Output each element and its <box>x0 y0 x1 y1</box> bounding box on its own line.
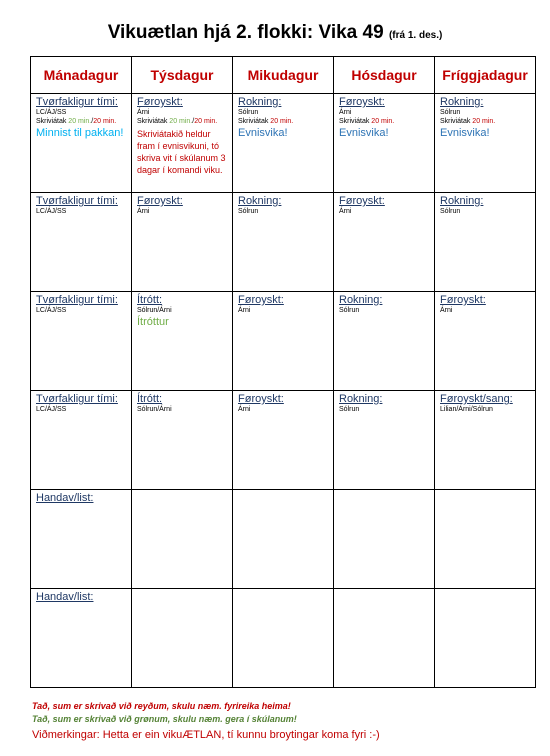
cell-note: Evnisvika! <box>339 127 389 139</box>
cell-task <box>137 117 228 126</box>
schedule-cell <box>334 292 435 391</box>
title-sub: (frá 1. des.) <box>388 30 443 41</box>
cell-subject: Føroyskt: <box>238 393 284 405</box>
day-header: Mikudagur <box>233 57 334 94</box>
task-prefix: Skriviátak <box>440 118 473 125</box>
schedule-cell <box>435 292 536 391</box>
cell-subject: Føroyskt: <box>137 96 183 108</box>
cell-teacher: LC/ÁJ/SS <box>36 307 67 314</box>
schedule-row <box>31 193 536 292</box>
page-title <box>0 22 550 44</box>
schedule-cell <box>233 94 334 193</box>
cell-subject: Rokning: <box>440 96 484 108</box>
notes <box>32 700 542 744</box>
schedule-row <box>31 490 536 589</box>
cell-note: Evnisvika! <box>238 127 288 139</box>
cell-teacher: Sólrun <box>339 406 360 413</box>
cell-teacher: Árni <box>339 109 352 116</box>
title-main: Vikuætlan hjá 2. flokki: Vika 49 <box>107 22 384 43</box>
cell-subject: Ítrótt: <box>137 393 163 405</box>
cell-note: Evnisvika! <box>440 127 490 139</box>
schedule-cell <box>233 490 334 589</box>
schedule-cell <box>31 391 132 490</box>
cell-subject: Tvørfakligur tími: <box>36 195 118 207</box>
schedule-cell <box>435 391 536 490</box>
schedule-cell <box>233 391 334 490</box>
task-prefix: Skriviátak <box>137 118 170 125</box>
task-prefix: Skriviátak <box>238 118 271 125</box>
cell-subject: Handav/list: <box>36 591 94 603</box>
cell-teacher: Sólrun/Árni <box>137 406 172 413</box>
note-green: Tað, sum er skrivað við grønum, skulu næm. gera í skúlanum! <box>32 714 297 724</box>
schedule-row <box>31 589 536 688</box>
cell-teacher: LC/ÁJ/SS <box>36 406 67 413</box>
schedule-cell <box>132 193 233 292</box>
schedule-cell <box>132 94 233 193</box>
schedule-cell <box>435 94 536 193</box>
cell-teacher: Árni <box>238 307 251 314</box>
cell-subject: Rokning: <box>440 195 484 207</box>
cell-subject: Føroyskt: <box>137 195 183 207</box>
cell-teacher: Lilian/Árni/Sólrun <box>440 406 493 413</box>
cell-subject: Føroyskt/sang: <box>440 393 513 405</box>
cell-teacher: LC/ÁJ/SS <box>36 208 67 215</box>
task-home: 20 min. <box>371 118 395 125</box>
schedule-table <box>30 56 536 688</box>
schedule-cell <box>31 94 132 193</box>
cell-teacher: Sólrun <box>440 109 461 116</box>
schedule-row <box>31 391 536 490</box>
schedule-cell <box>334 490 435 589</box>
day-header: Mánadagur <box>31 57 132 94</box>
remarks: Viðmerkingar: Hetta er ein vikuÆTLAN, tí kunnu broytingar koma fyri :-) <box>32 729 380 741</box>
task-home: 20 min. <box>270 118 294 125</box>
schedule-cell <box>132 292 233 391</box>
task-home: 20 min. <box>194 118 218 125</box>
cell-teacher: Árni <box>339 208 352 215</box>
schedule-cell <box>233 292 334 391</box>
task-home: 20 min. <box>93 118 117 125</box>
cell-teacher: Árni <box>137 109 150 116</box>
cell-subject: Rokning: <box>339 294 383 306</box>
cell-teacher: Sólrun <box>238 208 259 215</box>
schedule-cell <box>31 292 132 391</box>
schedule-cell <box>31 193 132 292</box>
cell-task <box>36 117 127 126</box>
cell-subject: Handav/list: <box>36 492 94 504</box>
schedule-cell <box>233 193 334 292</box>
task-school: 20 min. <box>68 118 92 125</box>
cell-note: Skriviátakið heldur fram í evnisvikuni, tó skriva vit í skúlanum 3 dagar í komandi viku. <box>137 129 226 175</box>
schedule-cell <box>334 589 435 688</box>
schedule-cell <box>435 589 536 688</box>
schedule-row <box>31 94 536 193</box>
schedule-cell <box>132 391 233 490</box>
cell-teacher: Sólrun <box>440 208 461 215</box>
schedule-cell <box>233 589 334 688</box>
cell-teacher: Árni <box>137 208 150 215</box>
cell-subject: Tvørfakligur tími: <box>36 393 118 405</box>
cell-subject: Føroyskt: <box>339 96 385 108</box>
cell-subject: Tvørfakligur tími: <box>36 294 118 306</box>
day-header: Fríggjadagur <box>435 57 536 94</box>
schedule-cell <box>132 589 233 688</box>
cell-teacher: Árni <box>440 307 453 314</box>
cell-teacher: Sólrun <box>339 307 360 314</box>
header-row <box>31 57 536 94</box>
cell-subject: Føroyskt: <box>339 195 385 207</box>
cell-teacher: LC/ÁJ/SS <box>36 109 67 116</box>
cell-subject: Føroyskt: <box>238 294 284 306</box>
cell-teacher: Árni <box>238 406 251 413</box>
cell-subject: Ítrótt: <box>137 294 163 306</box>
task-prefix: Skriviátak <box>36 118 69 125</box>
day-header: Týsdagur <box>132 57 233 94</box>
schedule-cell <box>435 490 536 589</box>
cell-subject: Føroyskt: <box>440 294 486 306</box>
cell-note: Ítróttur <box>137 316 169 328</box>
schedule-cell <box>435 193 536 292</box>
schedule-cell <box>334 193 435 292</box>
day-header: Hósdagur <box>334 57 435 94</box>
task-prefix: Skriviátak <box>339 118 372 125</box>
task-sep: / <box>192 118 195 125</box>
schedule-row <box>31 292 536 391</box>
schedule-cell <box>31 589 132 688</box>
cell-task <box>440 117 531 126</box>
cell-teacher: Sólrun <box>238 109 259 116</box>
cell-subject: Rokning: <box>238 195 282 207</box>
schedule-body <box>31 94 536 688</box>
cell-subject: Tvørfakligur tími: <box>36 96 118 108</box>
cell-teacher: Sólrun/Árni <box>137 307 172 314</box>
cell-task <box>339 117 430 126</box>
cell-subject: Rokning: <box>238 96 282 108</box>
task-sep: / <box>91 118 94 125</box>
schedule-cell <box>132 490 233 589</box>
task-home: 20 min. <box>472 118 496 125</box>
schedule-cell <box>31 490 132 589</box>
cell-note: Minnist til pakkan! <box>36 127 124 139</box>
cell-task <box>238 117 329 126</box>
schedule-cell <box>334 391 435 490</box>
task-school: 20 min. <box>169 118 193 125</box>
schedule-cell <box>334 94 435 193</box>
note-red: Tað, sum er skrivað við reyðum, skulu næm. fyrireika heima! <box>32 701 291 711</box>
cell-subject: Rokning: <box>339 393 383 405</box>
